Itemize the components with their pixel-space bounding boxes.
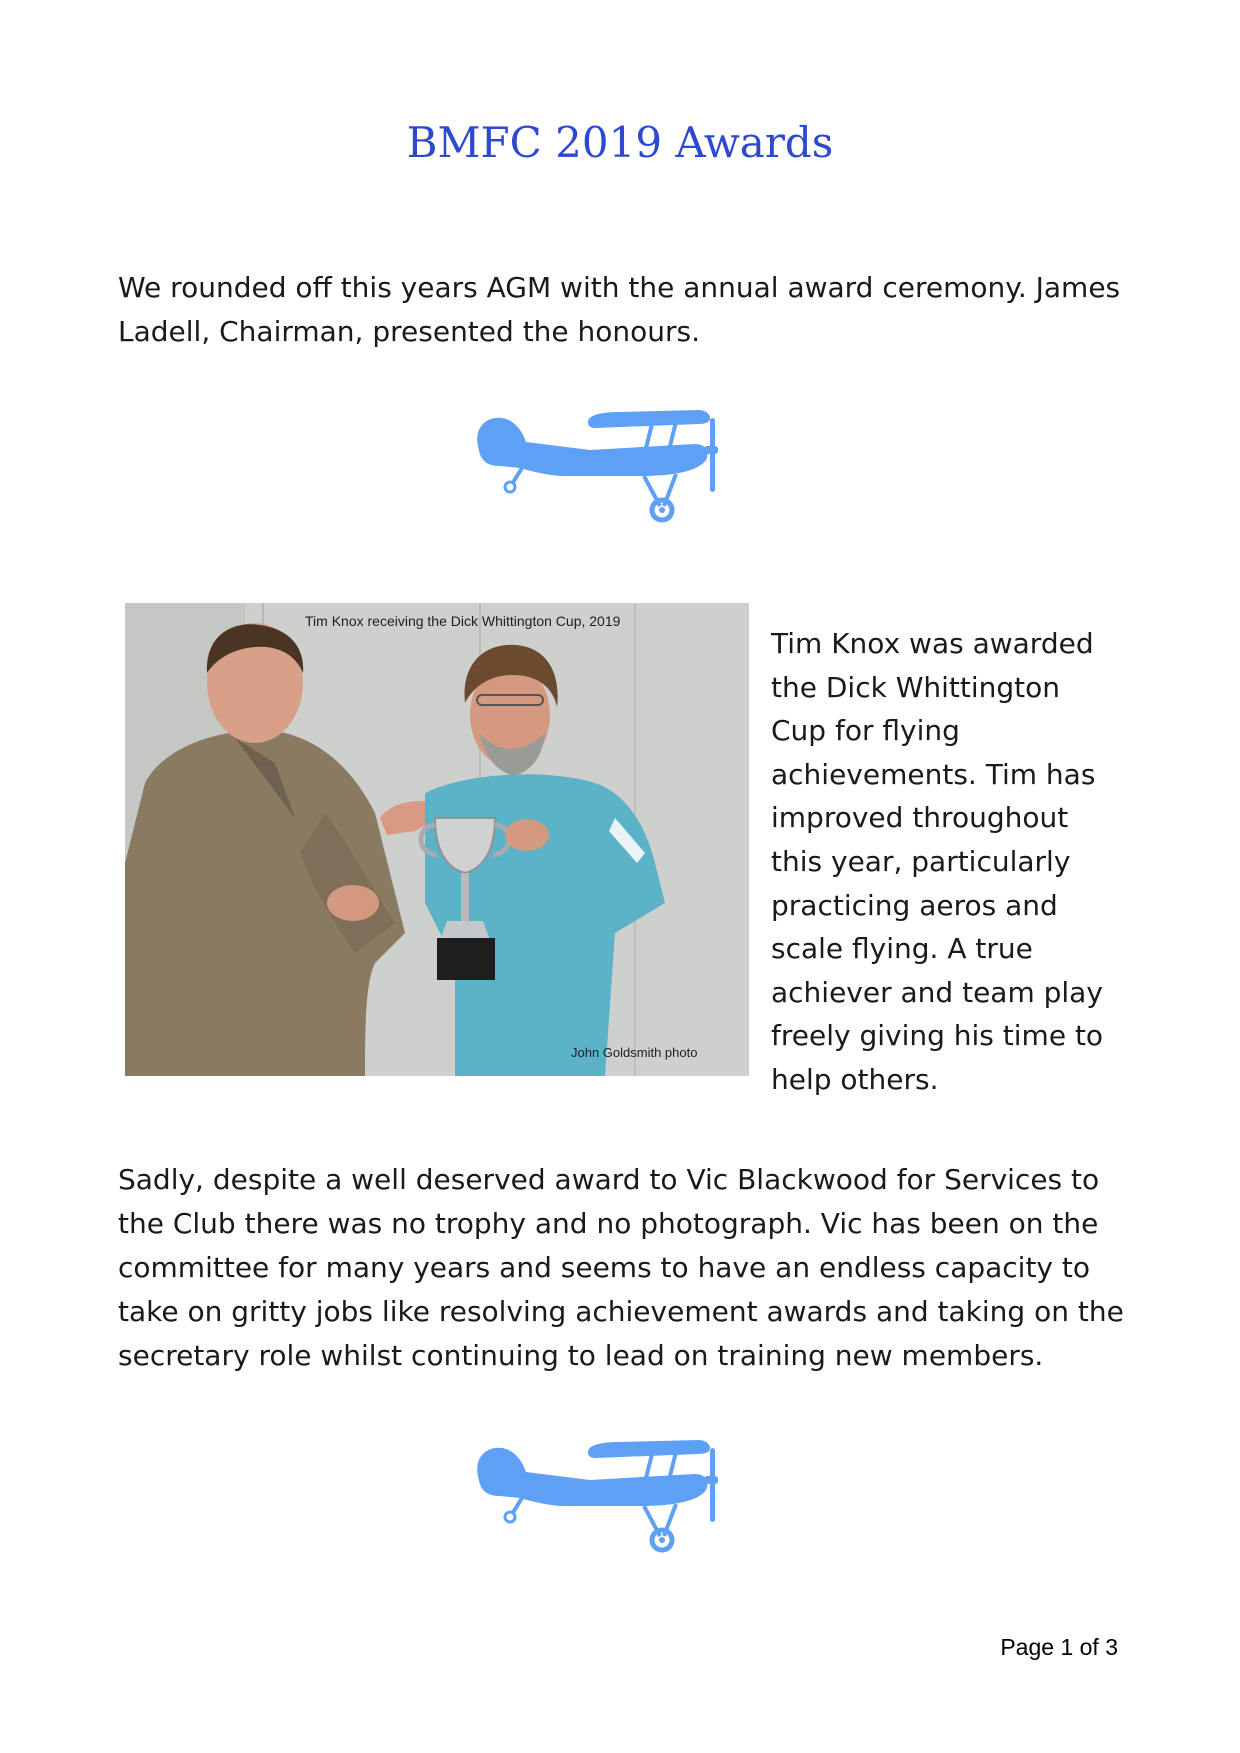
biplane-icon (470, 1436, 732, 1556)
closing-paragraph: Sadly, despite a well deserved award to Vic Blackwood for Services to the Club there was no trophy and no photograph. Vic has been on the committee for many years and seems to have an endless capacity to take on gritty jobs like resolving achievement awards and taking on the secretary role whilst continuing to lead on training new members. (118, 1163, 1124, 1372)
intro-paragraph: We rounded off this years AGM with the annual award ceremony. James Ladell, Chairman, presented the honours. (118, 271, 1121, 348)
biplane-icon (470, 406, 732, 526)
photo-caption: Tim Knox receiving the Dick Whittington Cup, 2019 (305, 613, 621, 629)
page-title: BMFC 2019 Awards (406, 118, 834, 167)
page-number: Page 1 of 3 (1000, 1634, 1118, 1660)
award-description: Tim Knox was awarded the Dick Whittington Cup for flying achievements. Tim has improved throughout this year, particularly practicing aeros and scale flying. A true achiever and team play freely giving his time to help others. (771, 627, 1104, 1096)
award-photo-image (125, 603, 749, 1076)
photo-credit: John Goldsmith photo (571, 1045, 698, 1060)
award-photo (125, 603, 749, 1076)
